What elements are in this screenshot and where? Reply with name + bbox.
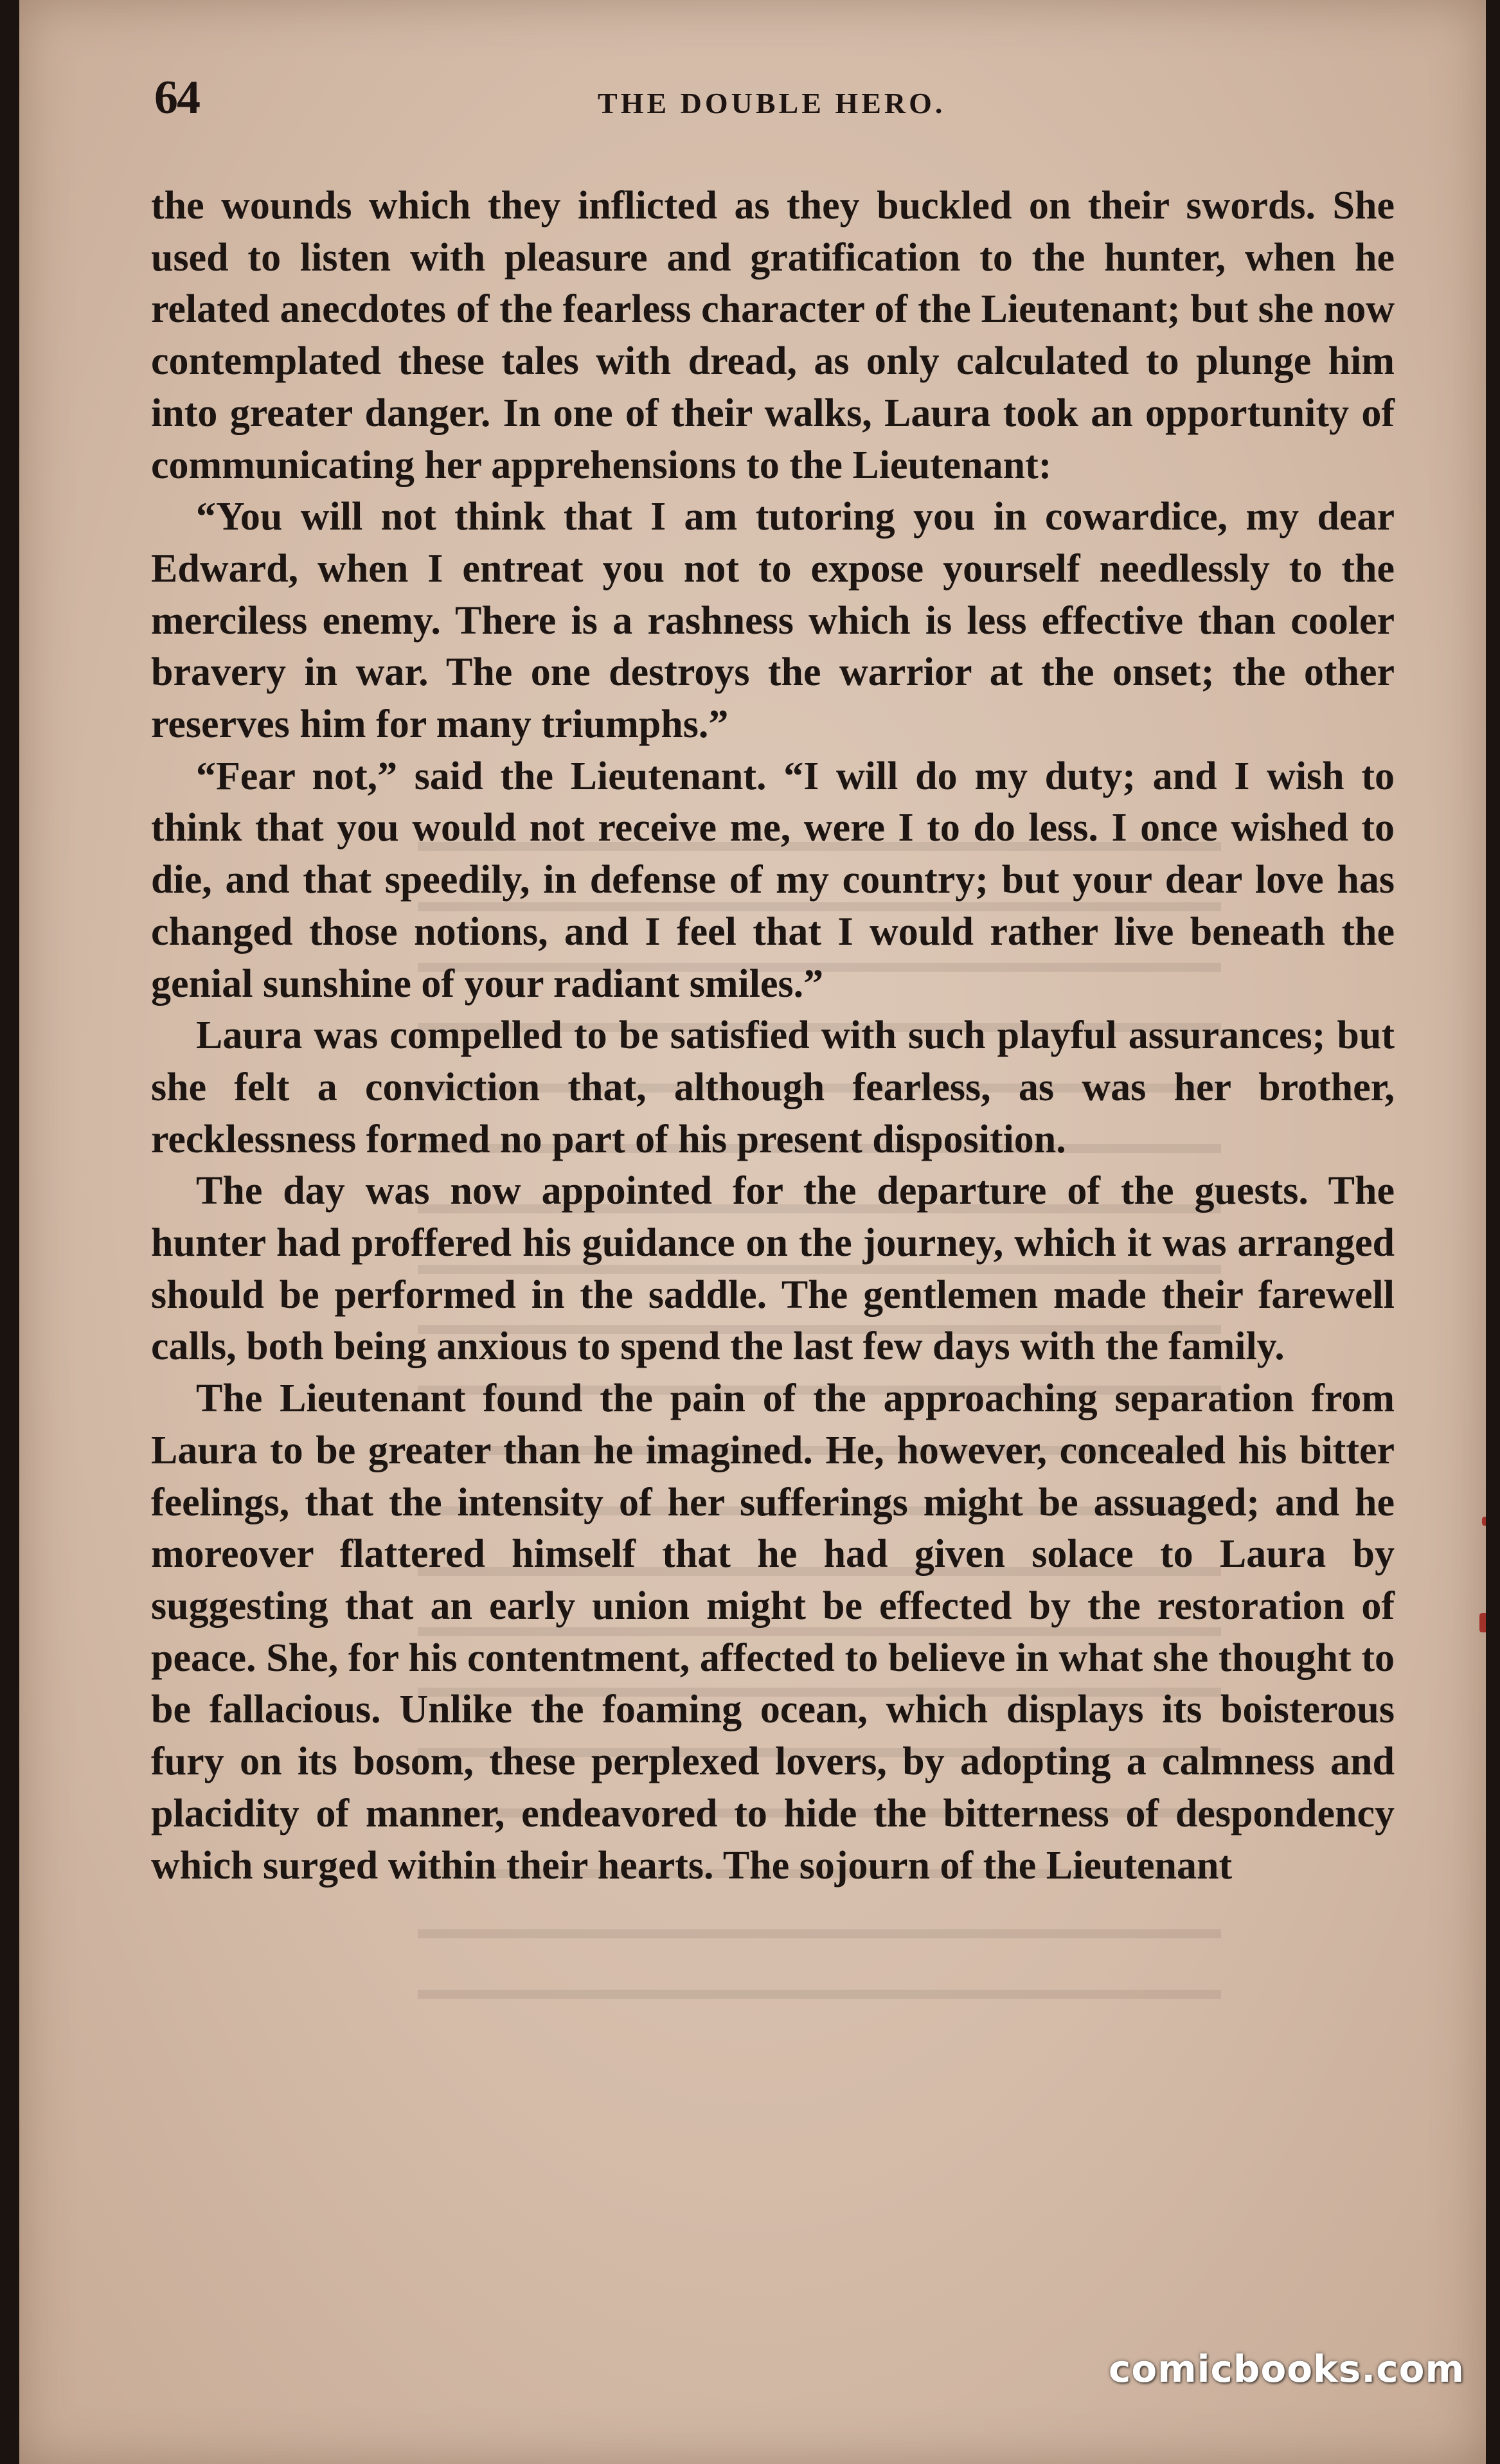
paragraph: “You will not think that I am tutoring you in cowardice, my dear Edward, when I entreat you not to expose yourself needlessly to the merciless enemy. There is a rashness which is less effective than cooler bravery in war. The one destroys the warrior at the onset; the other reserves him for many triumphs.” xyxy=(151,495,1395,747)
page-number: 64 xyxy=(154,71,199,124)
paragraph: The day was now appointed for the departure of the guests. The hunter had proffered his guidance on the journey, which it was arranged should be performed in the saddle. The gentlemen made their farewell calls, both being anxious to spend the last few days with the family. xyxy=(151,1169,1395,1369)
paragraph: The Lieutenant found the pain of the approaching separation from Laura to be greater than he imagined. He, however, concealed his bitter feelings, that the intensity of her sufferings might be assuaged; and he moreover flattered himself that he had given solace to Laura by suggesting that an early union might be effected by the restoration of peace. She, for his contentment, affected to believe in what she thought to be fallacious. Unlike the foaming ocean, which displays its boisterous fury on its bosom, these perplexed lovers, by adopting a calmness and placidity of manner, endeavored to hide the bitterness of despondency which surged within their hearts. The sojourn of the Lieutenant xyxy=(151,1377,1395,1888)
book-page xyxy=(19,0,1486,2464)
running-title: THE DOUBLE HERO. xyxy=(598,87,946,120)
site-watermark: comicbooks.com xyxy=(1109,2347,1465,2391)
ink-speck xyxy=(1482,1517,1486,1526)
paragraph: Laura was compelled to be satisfied with such playful assurances; but she felt a conviction that, although fearless, as was her brother, recklessness formed no part of his present disposition. xyxy=(151,1013,1395,1161)
running-header xyxy=(19,71,1486,129)
paragraph: “Fear not,” said the Lieutenant. “I will do my duty; and I wish to think that you would not receive me, were I to do less. I once wished to die, and that speedily, in defense of my country; but your dear love has changed those notions, and I feel that I would rather live beneath the genial sunshine of your radiant smiles.” xyxy=(151,754,1395,1006)
paragraph: the wounds which they inflicted as they buckled on their swords. She used to listen with pleasure and gratification to the hunter, when he related anecdotes of the fearless character of the Lieutenant; but she now contemplated these tales with dread, as only calculated to plunge him into greater danger. In one of their walks, Laura took an opportunity of communicating her apprehensions to the Lieutenant: xyxy=(151,184,1395,487)
body-text xyxy=(151,180,1395,1891)
ink-speck xyxy=(1479,1613,1486,1632)
